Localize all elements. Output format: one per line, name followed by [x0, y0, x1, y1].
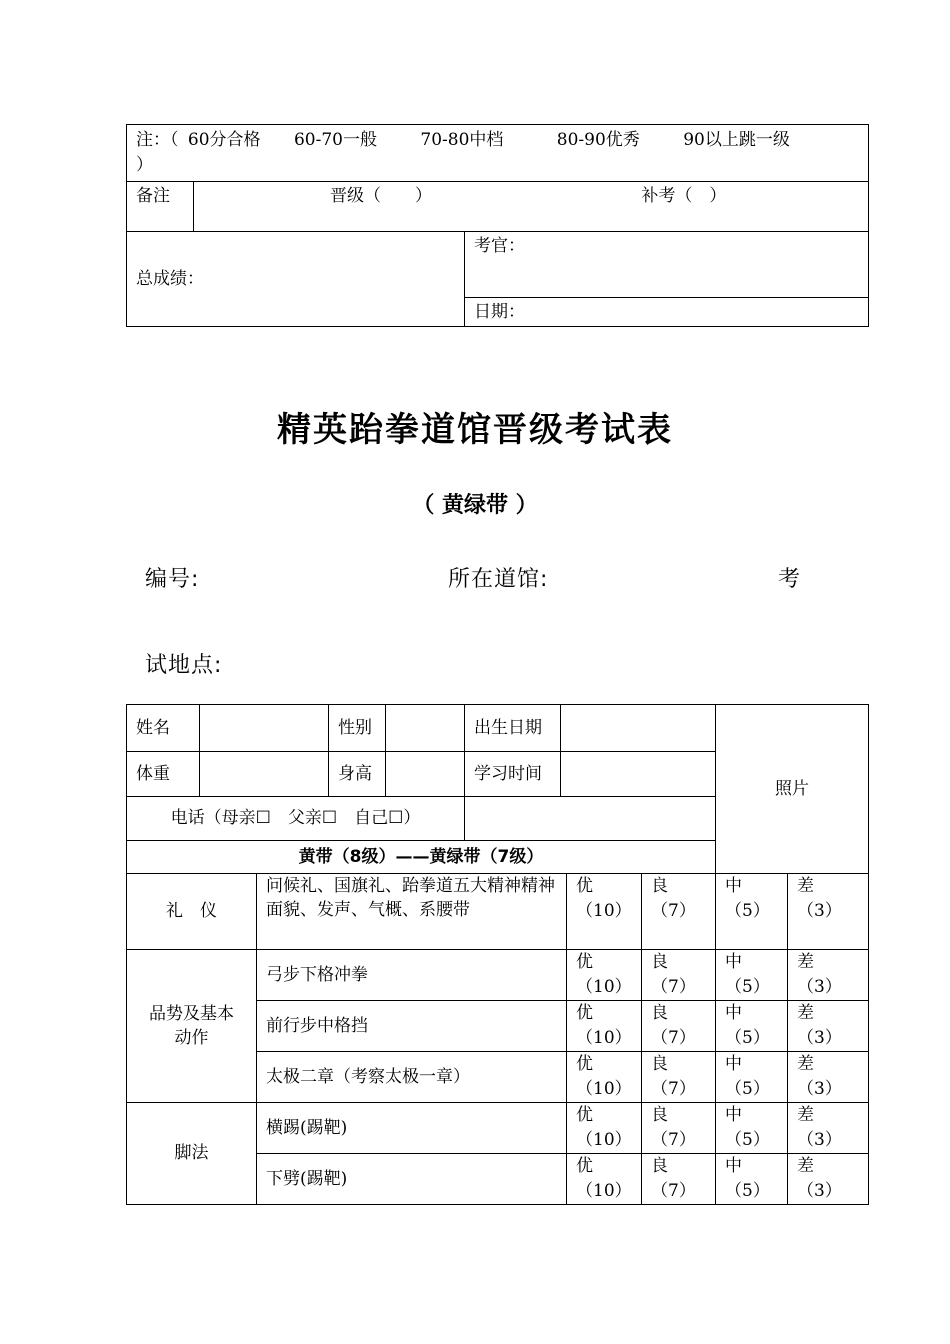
grade-poor[interactable]: 差 （3）: [788, 1052, 869, 1103]
note-prefix: 注：（: [136, 130, 179, 150]
item-text: 太极二章（考察太极一章）: [257, 1052, 567, 1103]
grade-medium[interactable]: 中 （5）: [716, 1103, 788, 1154]
weight-label: 体重: [127, 752, 200, 797]
grade-excellent[interactable]: 优 （10）: [567, 1103, 642, 1154]
grade-poor[interactable]: 差 （3）: [788, 874, 869, 950]
note-end: ）: [136, 155, 153, 175]
date-label: 日期：: [465, 298, 869, 327]
grade-good[interactable]: 良 （7）: [642, 950, 716, 1001]
grade-excellent[interactable]: 优 （10）: [567, 1154, 642, 1205]
grade-poor[interactable]: 差 （3）: [788, 950, 869, 1001]
examiner-label: 考官：: [465, 232, 869, 298]
category-kicks: 脚法: [127, 1103, 257, 1205]
retake-label: 补考（ ）: [641, 186, 727, 206]
height-field[interactable]: [386, 752, 465, 797]
birthdate-label: 出生日期: [465, 705, 561, 752]
grade-poor[interactable]: 差 （3）: [788, 1103, 869, 1154]
height-label: 身高: [329, 752, 386, 797]
page-subtitle: （ 黄绿带 ）: [412, 492, 538, 518]
weight-field[interactable]: [200, 752, 329, 797]
grade-good[interactable]: 良 （7）: [642, 1001, 716, 1052]
study-time-field[interactable]: [561, 752, 716, 797]
note-medium: 70-80中档: [420, 130, 504, 150]
birthdate-field[interactable]: [561, 705, 716, 752]
belt-level-header: 黄带（8级）——黄绿带（7级）: [127, 841, 716, 874]
exam-form-table: [126, 704, 869, 1205]
phone-label: 电话（母亲☐ 父亲☐ 自己☐）: [127, 797, 465, 841]
item-text: 前行步中格挡: [257, 1001, 567, 1052]
remark-content: [194, 182, 869, 232]
category-etiquette: 礼 仪: [127, 874, 257, 950]
note-excellent: 80-90优秀: [556, 130, 640, 150]
note-average: 60-70一般: [293, 130, 377, 150]
grading-note: [127, 125, 869, 182]
photo-box: 照片: [716, 705, 869, 874]
exam-place-label-part1: 考: [778, 567, 802, 592]
name-field[interactable]: [200, 705, 329, 752]
promote-label: 晋级（ ）: [330, 186, 432, 206]
grade-excellent[interactable]: 优 （10）: [567, 1052, 642, 1103]
grade-poor[interactable]: 差 （3）: [788, 1001, 869, 1052]
grade-medium[interactable]: 中 （5）: [716, 874, 788, 950]
phone-field[interactable]: [465, 797, 716, 841]
grade-good[interactable]: 良 （7）: [642, 1103, 716, 1154]
exam-place-label-part2: 试地点:: [145, 653, 223, 678]
remark-label: 备注: [127, 182, 194, 232]
item-text: 横踢(踢靶): [257, 1103, 567, 1154]
gym-label: 所在道馆:: [448, 567, 549, 592]
grade-medium[interactable]: 中 （5）: [716, 1052, 788, 1103]
name-label: 姓名: [127, 705, 200, 752]
score-notes-table: [126, 124, 869, 327]
grade-medium[interactable]: 中 （5）: [716, 1154, 788, 1205]
grade-poor[interactable]: 差 （3）: [788, 1154, 869, 1205]
note-skip-level: 90以上跳一级: [683, 130, 790, 150]
total-score-label: 总成绩：: [127, 232, 465, 327]
page-title: 精英跆拳道馆晋级考试表: [277, 410, 673, 450]
category-forms: 品势及基本 动作: [127, 950, 257, 1103]
number-label: 编号:: [145, 567, 200, 592]
grade-good[interactable]: 良 （7）: [642, 1154, 716, 1205]
study-time-label: 学习时间: [465, 752, 561, 797]
gender-field[interactable]: [386, 705, 465, 752]
item-text: 下劈(踢靶): [257, 1154, 567, 1205]
gender-label: 性别: [329, 705, 386, 752]
grade-good[interactable]: 良 （7）: [642, 874, 716, 950]
grade-good[interactable]: 良 （7）: [642, 1052, 716, 1103]
item-text: 问候礼、国旗礼、跆拳道五大精神精神面貌、发声、气概、系腰带: [257, 874, 567, 950]
grade-medium[interactable]: 中 （5）: [716, 950, 788, 1001]
note-pass: 60分合格: [187, 130, 261, 150]
grade-excellent[interactable]: 优 （10）: [567, 950, 642, 1001]
grade-excellent[interactable]: 优 （10）: [567, 874, 642, 950]
grade-medium[interactable]: 中 （5）: [716, 1001, 788, 1052]
item-text: 弓步下格冲拳: [257, 950, 567, 1001]
grade-excellent[interactable]: 优 （10）: [567, 1001, 642, 1052]
